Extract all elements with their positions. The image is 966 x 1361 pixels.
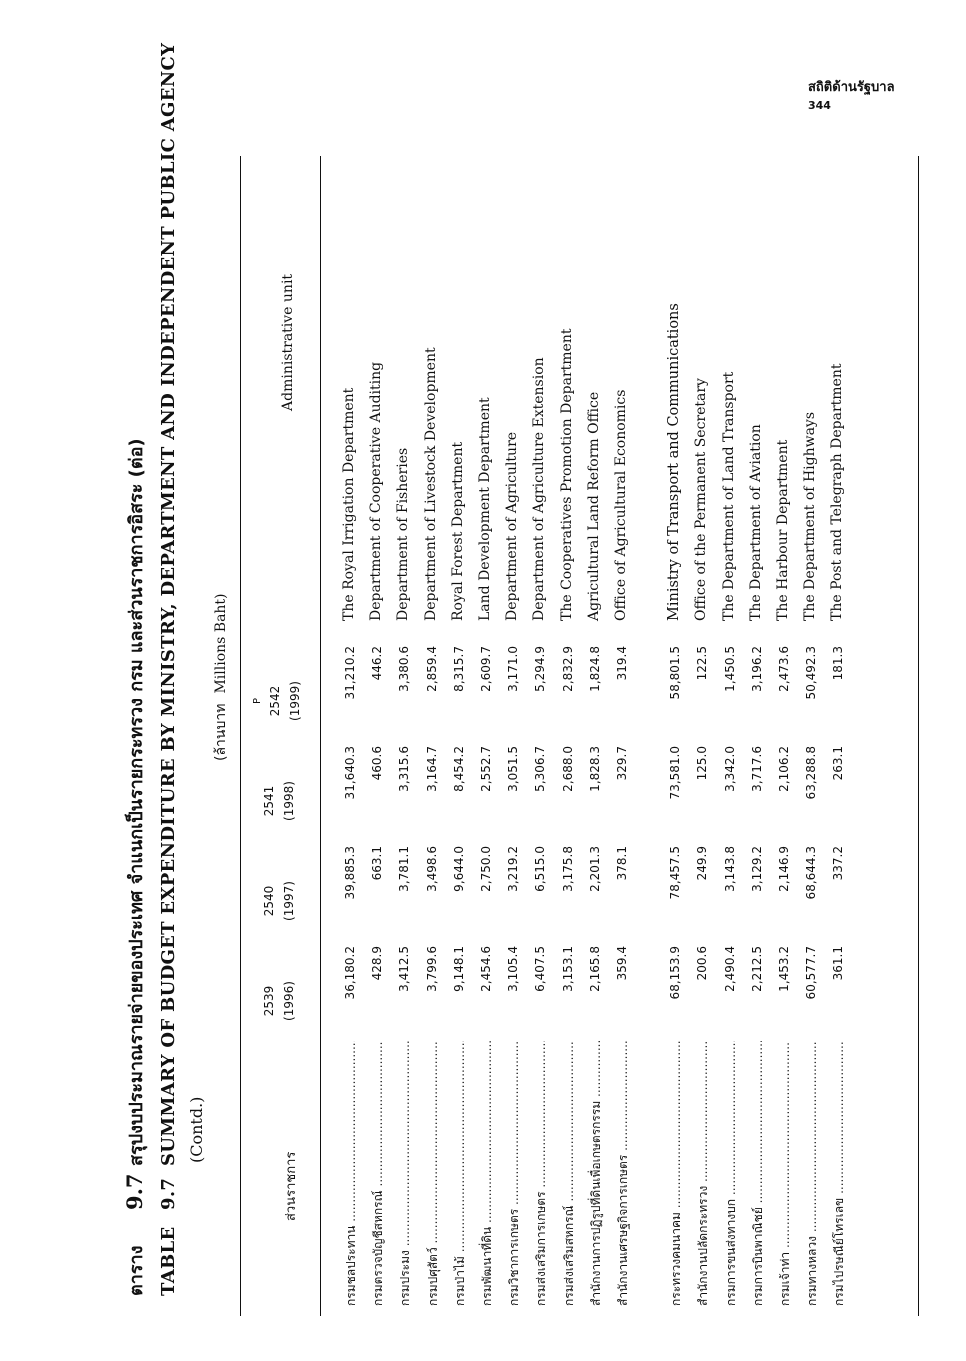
row-value-1999: 446.2 (370, 646, 385, 681)
row-value-1996: 3,153.1 (560, 946, 575, 992)
row-value-1998: 2,106.2 (777, 746, 791, 792)
year-column-1996 (262, 966, 296, 1036)
row-value-1997: 378.1 (615, 846, 629, 881)
row-value-1998: 3,717.6 (749, 746, 764, 792)
unit-note (210, 593, 232, 761)
row-value-1999: 31,210.2 (343, 646, 357, 700)
row-value-1997: 337.2 (831, 846, 846, 881)
year-thai-2540: 2540 (262, 885, 276, 917)
year-column-1998 (262, 766, 296, 836)
row-value-1999: 319.4 (615, 646, 629, 681)
row-value-1996: 200.6 (695, 946, 710, 981)
year-column-1999 (252, 666, 302, 736)
year-column-1997 (262, 866, 296, 936)
row-value-1999: 5,294.9 (533, 646, 548, 692)
row-value-1996: 3,799.6 (424, 946, 439, 992)
row-value-1997: 3,219.2 (506, 846, 521, 892)
row-value-1999: 58,801.5 (668, 646, 683, 700)
row-value-1998: 3,164.7 (424, 746, 439, 792)
row-value-1997: 3,129.2 (749, 846, 764, 892)
title-english-number: 9.7 (158, 1177, 179, 1210)
unit-thai: (ล้านบาท (213, 703, 229, 761)
year-en-1997: (1997) (282, 881, 296, 921)
page-number: 344 (808, 99, 831, 112)
row-value-1997: 6,515.0 (533, 846, 548, 892)
row-thai-name: สำนักงานปลัดกระทรวง ..... (694, 1041, 713, 1306)
row-value-1997: 249.9 (695, 846, 710, 881)
row-value-1997: 2,201.3 (587, 846, 602, 892)
row-value-1996: 36,180.2 (343, 946, 357, 1000)
row-value-1999: 8,315.7 (451, 646, 466, 692)
row-value-1999: 3,171.0 (506, 646, 521, 692)
row-value-1997: 68,644.3 (804, 846, 819, 900)
row-thai-name: กรมการบินพาณิชย์ ..... (749, 1041, 768, 1306)
row-value-1998: 8,454.2 (451, 746, 466, 792)
row-value-1996: 428.9 (370, 946, 385, 981)
table-title (120, 42, 210, 1296)
row-value-1998: 2,552.7 (479, 746, 493, 792)
table-row (556, 156, 583, 1316)
row-value-1999: 2,859.4 (424, 646, 439, 692)
row-value-1996: 2,454.6 (479, 946, 493, 992)
row-value-1998: 3,342.0 (722, 746, 737, 792)
row-thai-name: กระทรวงคมนาคม ..... (667, 1041, 686, 1306)
row-value-1997: 2,146.9 (777, 846, 791, 892)
table-row (826, 156, 853, 1316)
table-bottom-rule (918, 156, 919, 1316)
title-thai-label: ตาราง (126, 1245, 147, 1296)
table-group-row (663, 156, 690, 1316)
row-value-1996: 3,105.4 (506, 946, 521, 992)
row-english-name: Office of the Permanent Secretary (693, 378, 710, 621)
table-row (338, 156, 365, 1316)
year-thai-2539: 2539 (262, 985, 276, 1017)
row-value-1997: 3,781.1 (397, 846, 412, 892)
column-header-thai: ส่วนราชการ (284, 1151, 299, 1221)
title-thai-text: สรุปงบประมาณรายจ่ายของประเทศ จำแนกเป็นรายกระทรวง กรม และส่วนราชการอิสระ (ต่อ) (126, 438, 147, 1166)
title-english-label: TABLE (158, 1226, 179, 1296)
preliminary-mark: P (252, 697, 263, 705)
row-thai-name: กรมชลประทาน ..... (342, 1041, 361, 1306)
row-value-1999: 2,473.6 (777, 646, 791, 692)
row-english-name: Office of Agricultural Economics (613, 389, 629, 621)
year-en-1999: (1999) (288, 681, 302, 721)
row-english-name: Department of Agriculture (504, 431, 521, 621)
row-english-name: The Royal Irrigation Department (341, 387, 357, 621)
row-english-name: Ministry of Transport and Communications (666, 303, 683, 621)
header-agency-name: สถิติด้านรัฐบาล (808, 80, 895, 95)
column-header-english: Administrative unit (280, 273, 296, 411)
row-english-name: The Harbour Department (775, 439, 791, 621)
row-value-1998: 2,688.0 (560, 746, 575, 792)
row-value-1998: 63,288.8 (804, 746, 819, 800)
row-thai-name: สำนักงานเศรษฐกิจการเกษตร ..... (614, 1041, 633, 1306)
row-value-1998: 1,828.3 (587, 746, 602, 792)
title-thai-line (120, 96, 152, 1296)
table-row (610, 156, 637, 1316)
row-value-1996: 359.4 (615, 946, 629, 981)
row-value-1997: 78,457.5 (668, 846, 683, 900)
year-thai-2541: 2541 (262, 785, 276, 817)
row-value-1996: 2,212.5 (749, 946, 764, 992)
row-english-name: Agricultural Land Reform Office (585, 391, 602, 621)
row-value-1996: 68,153.9 (668, 946, 683, 1000)
row-thai-name: กรมไปรษณีย์โทรเลข ..... (830, 1041, 849, 1306)
table-row (365, 156, 392, 1316)
row-value-1998: 3,315.6 (397, 746, 412, 792)
row-thai-name: กรมป่าไม้ ..... (451, 1041, 470, 1306)
row-value-1999: 122.5 (695, 646, 710, 681)
row-thai-name: กรมประมง ..... (396, 1041, 415, 1306)
row-english-name: Land Development Department (477, 397, 493, 621)
row-english-name: Department of Fisheries (395, 447, 412, 621)
title-thai-number: 9.7 (122, 1173, 147, 1210)
row-value-1999: 1,450.5 (722, 646, 737, 692)
unit-english: Millions Baht) (213, 593, 229, 694)
row-english-name: Department of Cooperative Auditing (368, 361, 385, 621)
table-row (718, 156, 745, 1316)
row-value-1996: 60,577.7 (804, 946, 819, 1000)
row-thai-name: กรมส่งเสริมสหกรณ์ ..... (560, 1041, 579, 1306)
title-contd: (Contd.) (187, 1096, 206, 1163)
row-value-1998: 329.7 (615, 746, 629, 781)
row-value-1999: 2,609.7 (479, 646, 493, 692)
table-row (528, 156, 555, 1316)
row-value-1998: 3,051.5 (506, 746, 521, 792)
row-thai-name: กรมพัฒนาที่ดิน ..... (478, 1041, 497, 1306)
row-thai-name: กรมวิชาการเกษตร ..... (505, 1041, 524, 1306)
table-row (501, 156, 528, 1316)
row-value-1998: 73,581.0 (668, 746, 683, 800)
row-english-name: Department of Agriculture Extension (531, 357, 548, 621)
row-english-name: The Cooperatives Promotion Department (558, 328, 575, 621)
table-row (447, 156, 474, 1316)
table-row (690, 156, 717, 1316)
table-row (583, 156, 610, 1316)
row-value-1999: 181.3 (831, 646, 846, 681)
title-english-line (152, 42, 184, 1296)
row-value-1999: 3,196.2 (749, 646, 764, 692)
row-english-name: The Post and Telegraph Department (829, 363, 846, 621)
row-value-1996: 2,165.8 (587, 946, 602, 992)
table-row (474, 156, 501, 1316)
row-value-1999: 3,380.6 (397, 646, 412, 692)
year-en-1998: (1998) (282, 781, 296, 821)
row-value-1996: 1,453.2 (777, 946, 791, 992)
row-value-1996: 3,412.5 (397, 946, 412, 992)
row-value-1999: 1,824.8 (587, 646, 602, 692)
title-english-text: SUMMARY OF BUDGET EXPENDITURE BY MINISTRY, DEPARTMENT AND INDEPENDENT PUBLIC AGENCY (158, 42, 179, 1166)
table-row (420, 156, 447, 1316)
row-value-1997: 3,175.8 (560, 846, 575, 892)
year-en-1996: (1996) (282, 981, 296, 1021)
row-value-1996: 361.1 (831, 946, 846, 981)
row-english-name: Royal Forest Department (449, 441, 466, 621)
header-bottom-rule (320, 156, 321, 1316)
row-thai-name: กรมเจ้าท่า ..... (776, 1041, 795, 1306)
table-row (392, 156, 419, 1316)
row-value-1996: 9,148.1 (451, 946, 466, 992)
row-value-1998: 460.6 (370, 746, 385, 781)
row-thai-name: กรมตรวจบัญชีสหกรณ์ ..... (369, 1041, 388, 1306)
row-value-1998: 263.1 (831, 746, 846, 781)
row-value-1997: 3,143.8 (722, 846, 737, 892)
row-value-1999: 2,832.9 (560, 646, 575, 692)
row-thai-name: กรมการขนส่งทางบก ..... (722, 1041, 741, 1306)
row-value-1997: 3,498.6 (424, 846, 439, 892)
row-value-1997: 39,885.3 (343, 846, 357, 900)
row-value-1998: 125.0 (695, 746, 710, 781)
header-top-rule (240, 156, 241, 1316)
table-row (799, 156, 826, 1316)
row-value-1999: 50,492.3 (804, 646, 819, 700)
table-row (772, 156, 799, 1316)
row-value-1996: 2,490.4 (722, 946, 737, 992)
row-thai-name: กรมส่งเสริมการเกษตร ..... (532, 1041, 551, 1306)
row-value-1997: 9,644.0 (451, 846, 466, 892)
row-value-1998: 31,640.3 (343, 746, 357, 800)
table-row (745, 156, 772, 1316)
row-english-name: The Department of Aviation (747, 424, 764, 621)
row-value-1998: 5,306.7 (533, 746, 548, 792)
row-value-1997: 663.1 (370, 846, 385, 881)
year-thai-2542: 2542 (268, 685, 282, 717)
row-thai-name: สำนักงานการปฏิรูปที่ดินเพื่อเกษตรกรรม ..... (587, 1041, 606, 1306)
row-thai-name: กรมปศุสัตว์ ..... (424, 1041, 443, 1306)
row-value-1996: 6,407.5 (533, 946, 548, 992)
row-value-1997: 2,750.0 (479, 846, 493, 892)
row-thai-name: กรมทางหลวง ..... (803, 1041, 822, 1306)
row-english-name: The Department of Land Transport (720, 371, 737, 621)
row-english-name: The Department of Highways (802, 411, 819, 621)
row-english-name: Department of Livestock Development (422, 347, 439, 621)
